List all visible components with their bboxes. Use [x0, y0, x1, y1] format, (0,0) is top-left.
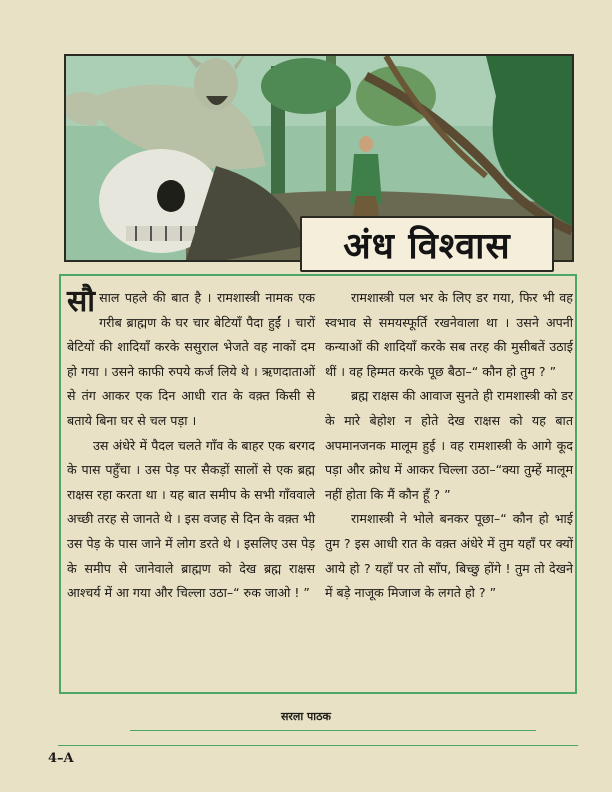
story-column-left [67, 286, 315, 606]
paragraph-text: साल पहले की बात है । रामशास्त्री नामक एक गरीब ब्राह्मण के घर चार बेटियाँ पैदा हुईं । चारों बेटियों की शादियाँ करके ससुराल भेजते वह नाकों दम हो गया । उसने काफी रुपये कर्ज लिये थे । ऋणदाताओं से तंग आकर एक दिन आधी रात के वक़्त किसी से बताये बिना घर से चल पड़ा । [67, 290, 315, 428]
title-banner [300, 216, 554, 272]
paragraph: रामशास्त्री पल भर के लिए डर गया, फिर भी वह स्वभाव से समयस्फूर्ति रखनेवाला था । उसने अपनी कन्याओं की शादियाँ करके सब तरह की मुसीबतें उठाई थीं । वह हिम्मत करके पूछ बैठा–“ कौन हो तुम ? ” [325, 290, 573, 379]
paragraph: उस अंधेरे में पैदल चलते गाँव के बाहर एक बरगद के पास पहुँचा । उस पेड़ पर सैकड़ों सालों से एक ब्रह्म राक्षस रहा करता था । यह बात समीप के सभी गाँववाले अच्छी तरह से जानते थे । इस वजह से दिन के वक़्त भी उस पेड़ के पास जाने में लोग डरते थे । इसलिए उस पेड़ के समीप से जानेवाले ब्राह्मण को देख ब्रह्म राक्षस आश्चर्य में आ गया और चिल्ला उठा–“ रुक जाओ ! ” [67, 437, 315, 601]
footer-divider [58, 745, 578, 746]
paragraph: रामशास्त्री ने भोले बनकर पूछा–“ कौन हो भाई तुम ? इस आधी रात के वक़्त अंधेरे में तुम यहाँ पर क्यों आये हो ? यहाँ पर तो साँप, बिच्छु होंगे ! तुम तो देखने में बड़े नाजूक मिजाज के लगते हो ? ” [325, 511, 573, 601]
drop-cap: सौ [67, 284, 96, 319]
page-number: 4–A [48, 751, 74, 766]
paragraph: ब्रह्म राक्षस की आवाज सुनते ही रामशास्त्री को डर के मारे बेहोश न होते देख राक्षस को यह बात अपमानजनक मालूम हुई । वह रामशास्त्री के आगे कूद पड़ा और क्रोध में आकर चिल्ला उठा–“क्या तुम्हें मालूम नहीं होता कि मैं कौन हूँ ? ” [325, 388, 573, 502]
story-frame [59, 274, 577, 694]
author-divider [130, 730, 536, 731]
paragraph [67, 286, 315, 434]
story-title: अंध विश्वास [343, 225, 511, 267]
author-name: सरला पाठक [280, 710, 331, 723]
story-column-right [325, 286, 573, 606]
